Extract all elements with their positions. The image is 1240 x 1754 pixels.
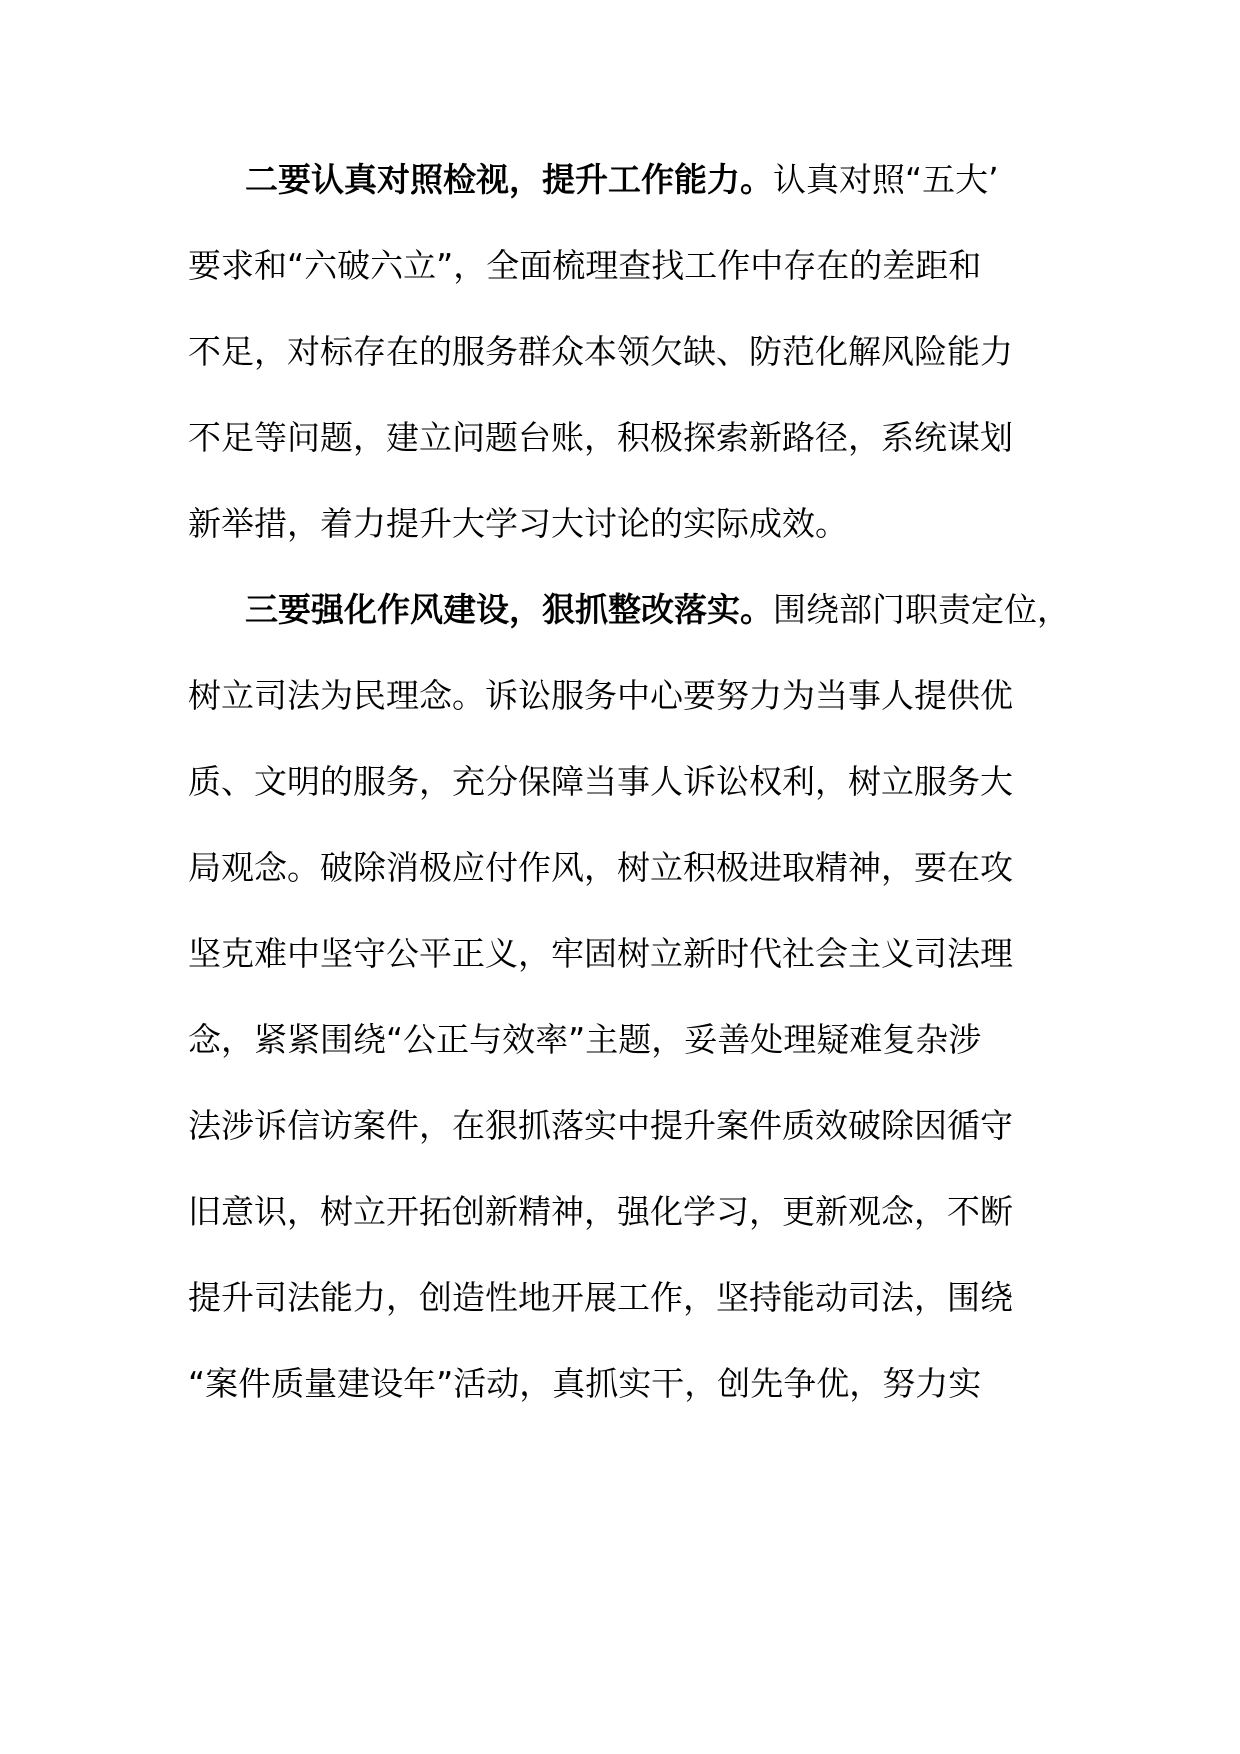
paragraph-1-lead: 二要认真对照检视，提升工作能力。 xyxy=(245,160,773,199)
paragraph-2-line-8: 旧意识，树立开拓创新精神，强化学习，更新观念，不断 xyxy=(188,1192,1013,1231)
paragraph-1-line-1 xyxy=(245,150,1145,210)
paragraph-2-line-9: 提升司法能力，创造性地开展工作，坚持能动司法，围绕 xyxy=(188,1278,1013,1317)
paragraph-1-line-5: 新举措，着力提升大学习大讨论的实际成效。 xyxy=(188,504,848,543)
paragraph-1-text: 认真对照“五大’ xyxy=(773,160,999,199)
paragraph-2-text: 围绕部门职责定位， xyxy=(773,590,1070,629)
paragraph-2-line-7: 法涉诉信访案件，在狠抓落实中提升案件质效破除因循守 xyxy=(188,1106,1013,1145)
paragraph-2-line-5: 坚克难中坚守公平正义，牢固树立新时代社会主义司法理 xyxy=(188,934,1013,973)
paragraph-2-line-3: 质、文明的服务，充分保障当事人诉讼权利，树立服务大 xyxy=(188,762,1013,801)
paragraph-2-line-10: “案件质量建设年”活动，真抓实干，创先争优，努力实 xyxy=(188,1364,982,1403)
paragraph-1-line-3: 不足，对标存在的服务群众本领欠缺、防范化解风险能力 xyxy=(188,332,1013,371)
paragraph-1-line-2: 要求和“六破六立”，全面梳理查找工作中存在的差距和 xyxy=(188,246,982,285)
paragraph-2-line-4: 局观念。破除消极应付作风，树立积极进取精神，要在攻 xyxy=(188,848,1013,887)
paragraph-1-line-4: 不足等问题，建立问题台账，积极探索新路径，系统谋划 xyxy=(188,418,1013,457)
paragraph-2-line-1 xyxy=(245,580,1145,640)
paragraph-2-line-2: 树立司法为民理念。诉讼服务中心要努力为当事人提供优 xyxy=(188,676,1013,715)
paragraph-2-line-6: 念，紧紧围绕“公正与效率”主题，妥善处理疑难复杂涉 xyxy=(188,1020,982,1059)
paragraph-2-lead: 三要强化作风建设，狠抓整改落实。 xyxy=(245,590,773,629)
